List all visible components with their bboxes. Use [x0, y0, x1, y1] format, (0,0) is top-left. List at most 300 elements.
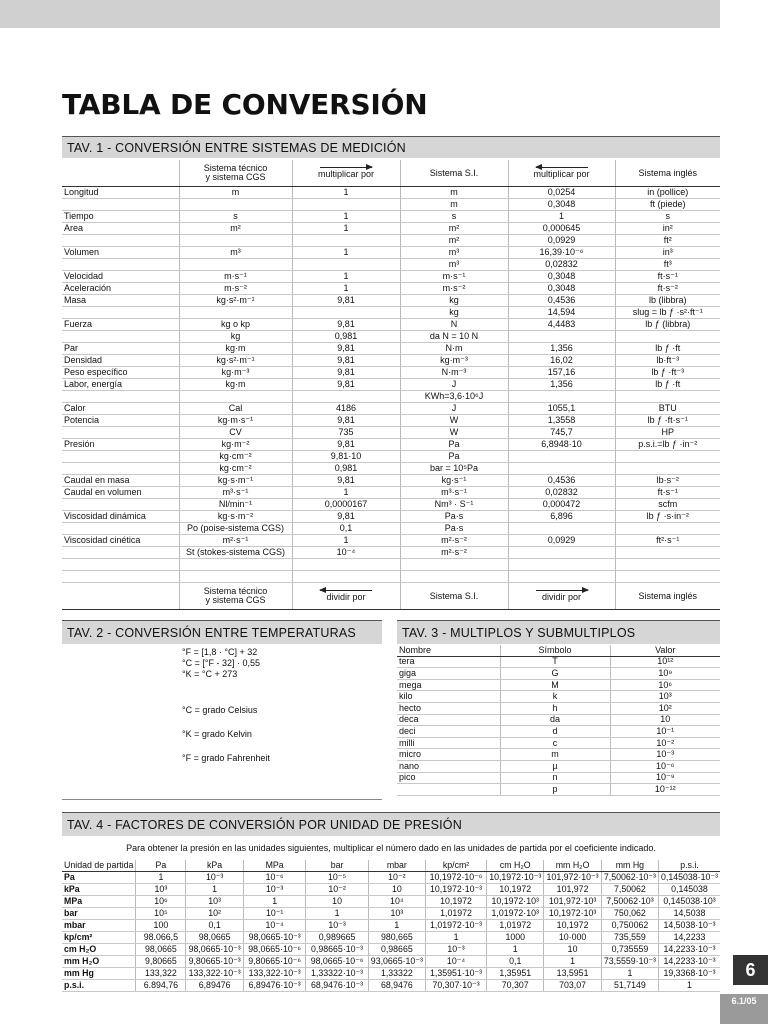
table-cell: 0,750062	[601, 920, 658, 932]
table-cell: 6,89476·10⁻³	[243, 980, 305, 992]
table-cell: lb ƒ ·s·in⁻²	[615, 511, 720, 523]
header-cell: mm Hg	[601, 860, 658, 872]
header-cell: p.s.i.	[658, 860, 720, 872]
table-row	[62, 331, 720, 343]
table-cell: m²	[400, 235, 508, 247]
table-row	[62, 980, 720, 992]
table-row	[62, 896, 720, 908]
table-cell: kg·s²·m⁻¹	[179, 355, 292, 367]
table-cell: 1,356	[508, 379, 615, 391]
table-cell	[615, 547, 720, 559]
table-cell: 0,98665·10⁻³	[306, 944, 368, 956]
table-cell: 0,0929	[508, 535, 615, 547]
table-cell: Caudal en masa	[62, 475, 179, 487]
table-cell: Viscosidad cinética	[62, 535, 179, 547]
table-cell: 10⁻³	[306, 920, 368, 932]
table-cell: m²·s⁻¹	[179, 535, 292, 547]
table-cell: 98,0665·10⁻³	[186, 944, 244, 956]
tav1-column-footer-cell	[62, 583, 179, 610]
table-cell: 980,665	[368, 932, 425, 944]
table-cell: 9,81	[292, 379, 400, 391]
table-cell	[62, 307, 179, 319]
table-row	[62, 391, 720, 403]
table-cell: 0,145038	[658, 884, 720, 896]
table-cell: Area	[62, 223, 179, 235]
table-row	[62, 211, 720, 223]
table-cell: 68,9476·10⁻³	[306, 980, 368, 992]
table-cell: St (stokes-sistema CGS)	[179, 547, 292, 559]
table-cell	[62, 571, 179, 583]
table-cell: kg·m⁻³	[179, 367, 292, 379]
table-row	[62, 559, 720, 571]
table-cell	[508, 523, 615, 535]
table-cell: 6.894,76	[136, 980, 186, 992]
table-cell: CV	[179, 427, 292, 439]
table-cell: m·s⁻¹	[400, 271, 508, 283]
header-cell: Símbolo	[500, 645, 610, 656]
table-row	[62, 475, 720, 487]
table-cell: p.s.i.=lb ƒ ·in⁻²	[615, 439, 720, 451]
table-row	[397, 656, 720, 668]
table-cell: 98,0665	[136, 944, 186, 956]
table-row	[62, 283, 720, 295]
table-cell: Nl/min⁻¹	[179, 499, 292, 511]
arrow-icon	[320, 167, 372, 168]
tav1-column-footer-cell	[508, 583, 615, 610]
table-cell: Peso específico	[62, 367, 179, 379]
table-cell: 0,98665	[368, 944, 425, 956]
table-cell: 10⁻⁴	[243, 920, 305, 932]
table-cell: 1	[368, 920, 425, 932]
table-cell: 98,0665·10⁻⁶	[243, 944, 305, 956]
table-cell: 98.066,5	[136, 932, 186, 944]
tav1-column-footer-label: Sistema S.I.	[429, 590, 479, 601]
table-cell: 0,735559	[601, 944, 658, 956]
table-cell: Tiempo	[62, 211, 179, 223]
top-bar	[0, 0, 720, 28]
header-cell: Pa	[136, 860, 186, 872]
table-cell: 101,972·10³	[544, 896, 602, 908]
table-cell	[179, 259, 292, 271]
tav3-header	[397, 620, 720, 644]
table-cell: 1	[292, 487, 400, 499]
table-cell: 10⁻³	[243, 884, 305, 896]
formula-f: °F = [1,8 · °C] + 32	[182, 647, 258, 657]
page-number: 6.1/05	[720, 994, 768, 1024]
table-cell: 6,8948·10	[508, 439, 615, 451]
table-cell: d	[500, 726, 610, 738]
table-cell: 7,50062·10⁻³	[601, 872, 658, 884]
table-cell: 0,3048	[508, 271, 615, 283]
table-cell: kg	[400, 295, 508, 307]
table-cell: kg·m⁻³	[400, 355, 508, 367]
table-cell: kg·m⁻²	[179, 439, 292, 451]
table-cell	[292, 307, 400, 319]
table-cell	[179, 199, 292, 211]
table-cell: J	[400, 379, 508, 391]
table-row	[397, 749, 720, 761]
table-cell: 133,322·10⁻³	[243, 968, 305, 980]
table-cell: lb·s⁻²	[615, 475, 720, 487]
table-cell	[508, 547, 615, 559]
table-cell: 0,1	[292, 523, 400, 535]
table-cell: 750,062	[601, 908, 658, 920]
table-cell: 10³	[368, 908, 425, 920]
table-row	[62, 968, 720, 980]
table-cell: m²	[400, 223, 508, 235]
table-row	[62, 872, 720, 884]
table-cell: 10⁹	[610, 668, 720, 680]
table-cell: 9,80665·10⁻⁶	[243, 956, 305, 968]
table-row	[397, 702, 720, 714]
table-cell	[508, 331, 615, 343]
table-row	[397, 772, 720, 784]
tav3-column-header	[397, 645, 720, 656]
arrow-icon	[536, 590, 588, 591]
table-cell: 10³	[136, 884, 186, 896]
table-cell: kilo	[397, 691, 500, 703]
table-cell: 10,1972·10⁻⁶	[425, 872, 486, 884]
table-cell: lb ƒ ·ft	[615, 379, 720, 391]
tav1-column-footer-cell	[292, 583, 400, 610]
table-cell: 10,1972·10³	[487, 896, 544, 908]
table-cell: kg·m	[179, 343, 292, 355]
table-cell: kg·cm⁻²	[179, 463, 292, 475]
tav1-column-footer-cell	[400, 583, 508, 610]
table-row	[62, 259, 720, 271]
table-cell: 4,4483	[508, 319, 615, 331]
table-cell: m	[400, 187, 508, 199]
tav3-title: TAV. 3 - MULTIPLOS Y SUBMULTIPLOS	[402, 626, 636, 640]
table-cell: KWh=3,6·10⁶J	[400, 391, 508, 403]
table-cell: µ	[500, 760, 610, 772]
tav4-title: TAV. 4 - FACTORES DE CONVERSIÓN POR UNIDAD DE PRESIÓN	[67, 818, 462, 832]
table-cell: Fuerza	[62, 319, 179, 331]
table-cell: lb·ft⁻³	[615, 355, 720, 367]
page-title: TABLA DE CONVERSIÓN	[62, 88, 428, 121]
table-cell: in²	[615, 223, 720, 235]
table-cell: Velocidad	[62, 271, 179, 283]
table-cell: 1,3558	[508, 415, 615, 427]
tav1-column-header-cell	[179, 160, 292, 187]
table-cell: N·m	[400, 343, 508, 355]
table-cell: Viscosidad dinámica	[62, 511, 179, 523]
table-cell: m	[400, 199, 508, 211]
table-cell: bar = 10⁵Pa	[400, 463, 508, 475]
table-cell: 10⁶	[136, 896, 186, 908]
tav1-column-footer	[62, 583, 720, 610]
table-cell	[292, 199, 400, 211]
table-cell: 133,322	[136, 968, 186, 980]
table-cell: kg	[179, 331, 292, 343]
arrow-icon	[320, 590, 372, 591]
table-cell: 10¹²	[610, 656, 720, 668]
table-cell	[615, 331, 720, 343]
table-cell: 0,145038·10⁻³	[658, 872, 720, 884]
table-cell: 133,322·10⁻³	[186, 968, 244, 980]
table-cell: 1	[487, 944, 544, 956]
table-cell: scfm	[615, 499, 720, 511]
table-cell: m	[500, 749, 610, 761]
table-cell: nano	[397, 760, 500, 772]
table-cell	[508, 571, 615, 583]
table-cell: 0,981	[292, 331, 400, 343]
table-cell: 10⁻¹²	[610, 784, 720, 796]
table-row	[62, 956, 720, 968]
tav2-header	[62, 620, 382, 644]
table-cell	[615, 463, 720, 475]
table-cell: 10⁻²	[368, 872, 425, 884]
table-cell: 51,7149	[601, 980, 658, 992]
table-cell: hecto	[397, 702, 500, 714]
table-cell	[179, 391, 292, 403]
table-cell: kg	[400, 307, 508, 319]
table-cell: 10³	[186, 896, 244, 908]
table-row	[62, 511, 720, 523]
table-row	[397, 691, 720, 703]
table-cell: p.s.i.	[62, 980, 136, 992]
table-cell: Labor, energía	[62, 379, 179, 391]
table-row	[397, 679, 720, 691]
table-cell	[62, 427, 179, 439]
table-cell: 68,9476	[368, 980, 425, 992]
table-cell: in³	[615, 247, 720, 259]
table-cell: 0,02832	[508, 487, 615, 499]
table-row	[397, 726, 720, 738]
table-cell	[62, 463, 179, 475]
table-cell: 10⁻²	[610, 737, 720, 749]
table-cell: 7,50062	[601, 884, 658, 896]
fahrenheit-note: °F = grado Fahrenheit	[182, 753, 270, 763]
table-cell: 9,81	[292, 343, 400, 355]
table-cell: 9,81	[292, 511, 400, 523]
table-cell: 70,307	[487, 980, 544, 992]
table-cell: 9,80665	[136, 956, 186, 968]
table-cell: 0,0000167	[292, 499, 400, 511]
table-cell: 10⁻⁶	[243, 872, 305, 884]
formula-k: °K = °C + 273	[182, 669, 238, 679]
table-cell: 9,80665·10⁻³	[186, 956, 244, 968]
tav1-column-footer-label: dividir por	[541, 592, 581, 602]
table-cell: BTU	[615, 403, 720, 415]
table-cell: 10⁻⁹	[610, 772, 720, 784]
table-cell: 10⁻³	[610, 749, 720, 761]
table-cell: 0,02832	[508, 259, 615, 271]
tav2-title: TAV. 2 - CONVERSIÓN ENTRE TEMPERATURAS	[67, 626, 356, 640]
table-cell: m³·s⁻¹	[179, 487, 292, 499]
table-cell: 1,01972·10³	[487, 908, 544, 920]
table-cell: 13,5951	[544, 968, 602, 980]
table-cell: 1000	[487, 932, 544, 944]
table-cell	[615, 451, 720, 463]
table-row	[62, 571, 720, 583]
table-cell	[62, 391, 179, 403]
tav4-column-header	[62, 860, 720, 872]
table-cell: 9,81	[292, 367, 400, 379]
table-cell: 1	[306, 908, 368, 920]
table-cell	[62, 235, 179, 247]
table-cell: Presión	[62, 439, 179, 451]
header-cell: kp/cm²	[425, 860, 486, 872]
table-cell: 0,1	[487, 956, 544, 968]
header-cell: Unidad de partida	[62, 860, 136, 872]
table-cell: 1	[292, 247, 400, 259]
table-cell: 16,39·10⁻⁶	[508, 247, 615, 259]
table-cell	[62, 331, 179, 343]
table-cell: kg·cm⁻²	[179, 451, 292, 463]
table-cell: 9,81	[292, 319, 400, 331]
table-cell: 9,81	[292, 439, 400, 451]
table-cell: m²·s⁻²	[400, 535, 508, 547]
table-cell	[508, 559, 615, 571]
table-row	[62, 463, 720, 475]
table-cell: Calor	[62, 403, 179, 415]
table-cell: 101,972	[544, 884, 602, 896]
table-cell	[179, 571, 292, 583]
table-cell: 1	[508, 211, 615, 223]
table-cell	[508, 391, 615, 403]
table-cell: 1	[425, 932, 486, 944]
table-row	[62, 235, 720, 247]
table-cell: kg·s·m⁻²	[179, 511, 292, 523]
table-cell: tera	[397, 656, 500, 668]
table-cell	[62, 499, 179, 511]
table-cell: Pa	[400, 439, 508, 451]
table-cell: m·s⁻²	[400, 283, 508, 295]
multiples-table	[397, 645, 720, 796]
table-cell: 1,356	[508, 343, 615, 355]
table-cell: MPa	[62, 896, 136, 908]
table-cell	[397, 784, 500, 796]
table-cell	[179, 235, 292, 247]
table-cell: 9,81	[292, 295, 400, 307]
table-row	[397, 760, 720, 772]
table-cell: 0,989665	[306, 932, 368, 944]
table-row	[62, 451, 720, 463]
table-cell: Masa	[62, 295, 179, 307]
table-cell: 1	[292, 283, 400, 295]
tav1-column-footer-cell	[179, 583, 292, 610]
table-cell: ft²	[615, 235, 720, 247]
table-cell: 1,01972	[425, 908, 486, 920]
table-cell: 1	[136, 872, 186, 884]
table-cell: M	[500, 679, 610, 691]
table-cell: 1	[292, 223, 400, 235]
tav4-note: Para obtener la presión en las unidades siguientes, multiplicar el número dado en las unidades de partida por el coeficiente indicado.	[126, 843, 656, 853]
table-cell: micro	[397, 749, 500, 761]
table-cell: bar	[62, 908, 136, 920]
table-cell: da N = 10 N	[400, 331, 508, 343]
table-cell: deca	[397, 714, 500, 726]
table-cell: 10⁵	[136, 908, 186, 920]
table-cell: 1	[292, 535, 400, 547]
table-cell	[615, 523, 720, 535]
table-row	[62, 367, 720, 379]
table-row	[62, 427, 720, 439]
table-cell	[615, 391, 720, 403]
table-cell	[400, 559, 508, 571]
header-cell: cm H₂O	[487, 860, 544, 872]
table-cell: Par	[62, 343, 179, 355]
table-row	[62, 487, 720, 499]
table-cell: c	[500, 737, 610, 749]
table-cell: 0,000472	[508, 499, 615, 511]
table-cell: m³	[400, 259, 508, 271]
table-cell	[292, 391, 400, 403]
table-cell: in (pollice)	[615, 187, 720, 199]
table-cell: ft·s⁻²	[615, 283, 720, 295]
table-cell: 1	[601, 968, 658, 980]
table-cell: kg·s·m⁻¹	[179, 475, 292, 487]
table-row	[62, 319, 720, 331]
table-cell: 10,1972·10⁻³	[487, 872, 544, 884]
table-cell: 10,1972	[544, 920, 602, 932]
table-cell: 10²	[186, 908, 244, 920]
table-cell	[400, 571, 508, 583]
table-cell: 4186	[292, 403, 400, 415]
table-row	[397, 737, 720, 749]
table-cell: 1	[544, 956, 602, 968]
table-cell: 14,5038·10⁻³	[658, 920, 720, 932]
table-cell: 19,3368·10⁻³	[658, 968, 720, 980]
table-cell: pico	[397, 772, 500, 784]
table-cell	[62, 451, 179, 463]
table-cell: 0,0929	[508, 235, 615, 247]
table-cell: 14,2233	[658, 932, 720, 944]
table-cell: da	[500, 714, 610, 726]
table-cell: giga	[397, 668, 500, 680]
table-cell: 6,896	[508, 511, 615, 523]
table-cell: 10⁶	[610, 679, 720, 691]
table-cell: 73,5559·10⁻³	[601, 956, 658, 968]
pressure-conversion-table	[62, 860, 720, 992]
table-cell: milli	[397, 737, 500, 749]
tav1-column-footer-label: Sistema inglés	[638, 590, 698, 601]
table-cell: 10⁻⁴	[292, 547, 400, 559]
table-cell: m·s⁻²	[179, 283, 292, 295]
table-cell: kp/cm²	[62, 932, 136, 944]
table-cell	[615, 559, 720, 571]
table-row	[62, 199, 720, 211]
table-cell: W	[400, 415, 508, 427]
table-cell	[508, 463, 615, 475]
formula-c: °C = [°F - 32] · 0,55	[182, 658, 260, 668]
table-cell: 7,50062·10³	[601, 896, 658, 908]
table-cell: mm Hg	[62, 968, 136, 980]
table-row	[62, 379, 720, 391]
tav1-column-header-cell	[508, 160, 615, 187]
temperature-formulas	[62, 647, 382, 800]
tav1-header	[62, 136, 720, 158]
table-cell: 1	[658, 980, 720, 992]
table-cell: 703,07	[544, 980, 602, 992]
header-cell: MPa	[243, 860, 305, 872]
table-row	[62, 223, 720, 235]
table-cell: Caudal en volumen	[62, 487, 179, 499]
table-cell: Po (poise-sistema CGS)	[179, 523, 292, 535]
table-cell: 0,000645	[508, 223, 615, 235]
table-cell: h	[500, 702, 610, 714]
table-cell	[62, 199, 179, 211]
table-row	[397, 784, 720, 796]
table-row	[62, 415, 720, 427]
table-cell: 14,2233·10⁻³	[658, 956, 720, 968]
table-cell: 16,02	[508, 355, 615, 367]
table-cell: 735	[292, 427, 400, 439]
table-cell: 10⁻⁴	[425, 956, 486, 968]
table-cell: 10,1972	[425, 896, 486, 908]
table-cell: Longitud	[62, 187, 179, 199]
